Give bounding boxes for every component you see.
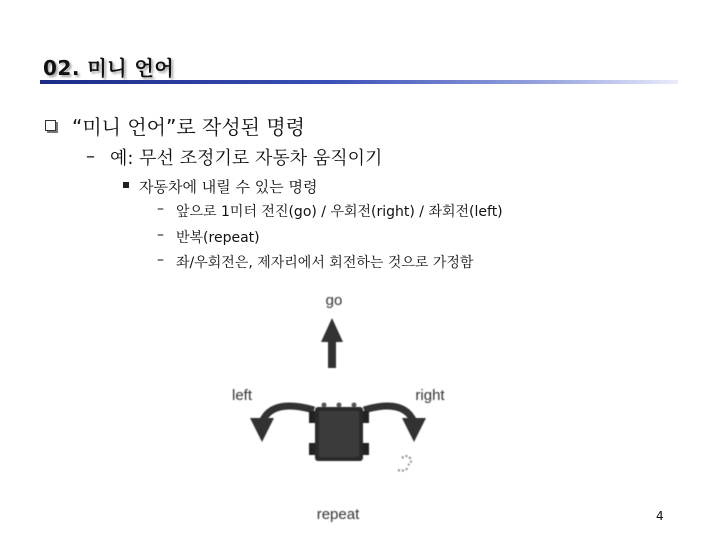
- right-label: right: [415, 387, 445, 404]
- bullet-level3-text: 자동차에 내릴 수 있는 명령: [139, 178, 318, 196]
- right-turn-arrow-icon: [364, 406, 426, 442]
- bullet-level1-text: “미니 언어”로 작성된 명령: [72, 115, 305, 139]
- car-icon: [309, 403, 369, 462]
- repeat-loop-icon: [398, 456, 411, 471]
- dash-bullet-icon: –: [86, 146, 95, 167]
- go-label: go: [325, 292, 343, 309]
- dash-bullet-icon: –: [157, 201, 164, 217]
- slide-title: 02. 미니 언어: [43, 56, 175, 80]
- bullet-level4-text-1: 앞으로 1미터 전진(go) / 우회전(right) / 좌회전(left): [176, 204, 503, 220]
- page-number: 4: [656, 509, 664, 523]
- left-label: left: [231, 387, 253, 404]
- dash-bullet-icon: –: [157, 227, 164, 243]
- dash-bullet-icon: –: [157, 252, 164, 268]
- bullet-level4-text-2: 반복(repeat): [176, 230, 260, 246]
- left-turn-arrow-icon: [250, 406, 314, 442]
- bullet-level2-text: 예: 무선 조정기로 자동차 움직이기: [110, 148, 383, 169]
- bullet-level4-text-3: 좌/우회전은, 제자리에서 회전하는 것으로 가정함: [176, 255, 474, 271]
- up-arrow-icon: [321, 318, 343, 368]
- repeat-label: repeat: [316, 506, 360, 523]
